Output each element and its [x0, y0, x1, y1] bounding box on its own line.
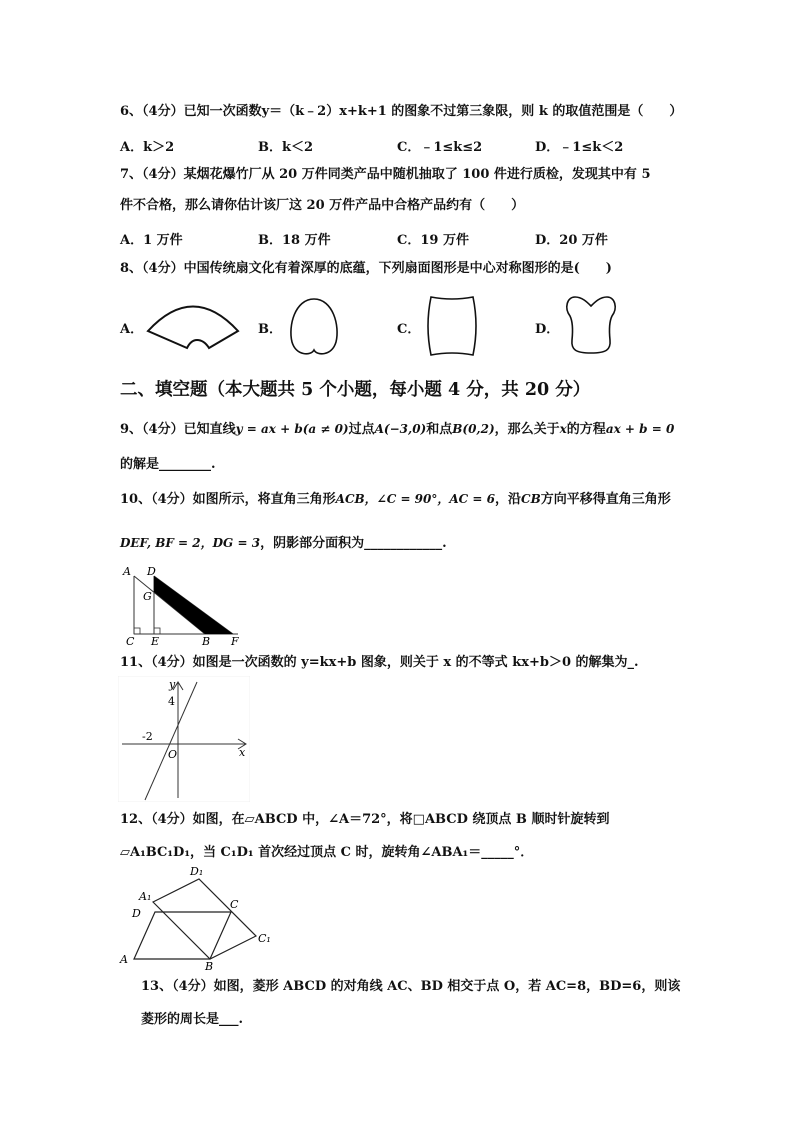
q12-label-d1: D₁: [190, 865, 204, 878]
q8-option-a: A．: [120, 322, 144, 337]
q12-label-c1: C₁: [258, 932, 271, 945]
q9-text-about: ，那么关于: [494, 422, 560, 437]
q10-triangle-acb: ACB: [335, 492, 365, 506]
q11-stem: 11、（4分）如图是一次函数的 y=kx+b 图象，则关于 x 的不等式 kx+b＞0 的解集为_.: [120, 655, 639, 670]
q12-stem-line1: 12、（4分）如图，在▱ABCD 中，∠A＝72°，将□ABCD 绕顶点 B 顺时针旋转到: [120, 812, 610, 827]
fan-shape-c: [423, 294, 481, 358]
fan-shape-a: [145, 292, 241, 354]
q8-option-b: B．: [258, 322, 282, 337]
q10-text-along: ，沿: [495, 492, 522, 507]
q12-label-c: C: [230, 898, 239, 911]
q10-figure: [118, 562, 250, 648]
q7-option-a: A．1 万件: [120, 233, 183, 248]
q10-triangle-def: DEF, BF = 2，DG = 3: [120, 536, 261, 550]
q10-direction-cb: CB: [521, 492, 541, 506]
q13-stem-line2: 菱形的周长是___.: [141, 1012, 244, 1027]
q6-option-b: B．k＜2: [258, 140, 314, 155]
fan-shape-d: [562, 292, 620, 356]
q10-label-c: C: [126, 635, 135, 648]
q9-text-through: 过点: [348, 422, 375, 437]
q7-option-d: D．20 万件: [535, 233, 608, 248]
q8-option-c: C．: [397, 322, 421, 337]
q9-stem: [120, 421, 674, 438]
q10-label-g: G: [143, 590, 152, 603]
q10-label-a: A: [123, 565, 131, 578]
q9-text-equation: 的方程: [566, 422, 606, 437]
q9-stem-line2: 的解是________.: [120, 457, 216, 472]
q10-text-question: ，阴影部分面积为____________.: [260, 536, 447, 551]
q7-stem-line2: 件不合格，那么请你估计该厂这 20 万件产品中合格产品约有（ ）: [120, 198, 525, 213]
q9-line-equation: y = ax + b(a ≠ 0): [235, 422, 349, 436]
q13-stem-line1: 13、（4分）如图，菱形 ABCD 的对角线 AC、BD 相交于点 O，若 AC=8，BD=6，则该: [141, 979, 681, 994]
q10-text-pre: 10、（4分）如图所示，将直角三角形: [120, 492, 336, 507]
q10-label-e: E: [151, 635, 160, 648]
fan-shape-b: [287, 296, 341, 358]
q12-figure: [116, 862, 276, 972]
q11-label-origin: O: [168, 748, 178, 761]
q8-stem: 8、（4分）中国传统扇文化有着深厚的底蕴，下列扇面图形是中心对称图形的是( ): [120, 261, 612, 276]
q12-label-a1: A₁: [139, 890, 152, 903]
q7-option-b: B．18 万件: [258, 233, 331, 248]
q9-equation: ax + b = 0: [605, 422, 675, 436]
q11-label-intercept-4: 4: [168, 695, 175, 708]
q6-stem: 6、（4分）已知一次函数y＝（k﹣2）x+k+1 的图象不过第三象限，则 k 的取值范围是（ ）: [120, 104, 683, 119]
q9-point-b: B(0,2): [452, 422, 495, 436]
q9-text-pre: 9、（4分）已知直线: [120, 422, 236, 437]
q8-option-d: D．: [535, 322, 560, 337]
q10-label-f: F: [231, 635, 239, 648]
q11-label-x: x: [239, 746, 246, 759]
q10-conditions: ，∠C = 90°，AC = 6: [364, 492, 495, 506]
q6-option-c: C．﹣1≤k≤2: [397, 140, 483, 155]
q12-label-d: D: [132, 907, 141, 920]
q12-label-b: B: [205, 960, 214, 972]
section-heading-fill-in: 二、填空题（本大题共 5 个小题，每小题 4 分，共 20 分）: [120, 380, 591, 400]
q10-stem-line2: [120, 535, 447, 552]
q10-label-d: D: [147, 565, 156, 578]
q11-label-y: y: [169, 678, 176, 691]
q6-option-d: D．﹣1≤k＜2: [535, 140, 624, 155]
q12-stem-line2: ▱A₁BC₁D₁，当 C₁D₁ 首次经过顶点 C 时，旋转角∠ABA₁＝_____°．: [120, 845, 534, 860]
q11-label-intercept-neg2: -2: [142, 730, 153, 743]
q10-stem-line1: [120, 491, 671, 508]
q7-option-c: C．19 万件: [397, 233, 469, 248]
q10-text-translate: 方向平移得直角三角形: [540, 492, 671, 507]
q7-stem-line1: 7、（4分）某烟花爆竹厂从 20 万件同类产品中随机抽取了 100 件进行质检，发现其中有 5: [120, 167, 651, 182]
q9-var-x: x: [559, 422, 567, 436]
q9-text-and: 和点: [426, 422, 453, 437]
q10-label-b: B: [202, 635, 211, 648]
q9-point-a: A(−3,0): [374, 422, 427, 436]
q12-label-a: A: [120, 953, 128, 966]
q6-option-a: A．k＞2: [120, 140, 175, 155]
q11-graph: [118, 676, 250, 802]
